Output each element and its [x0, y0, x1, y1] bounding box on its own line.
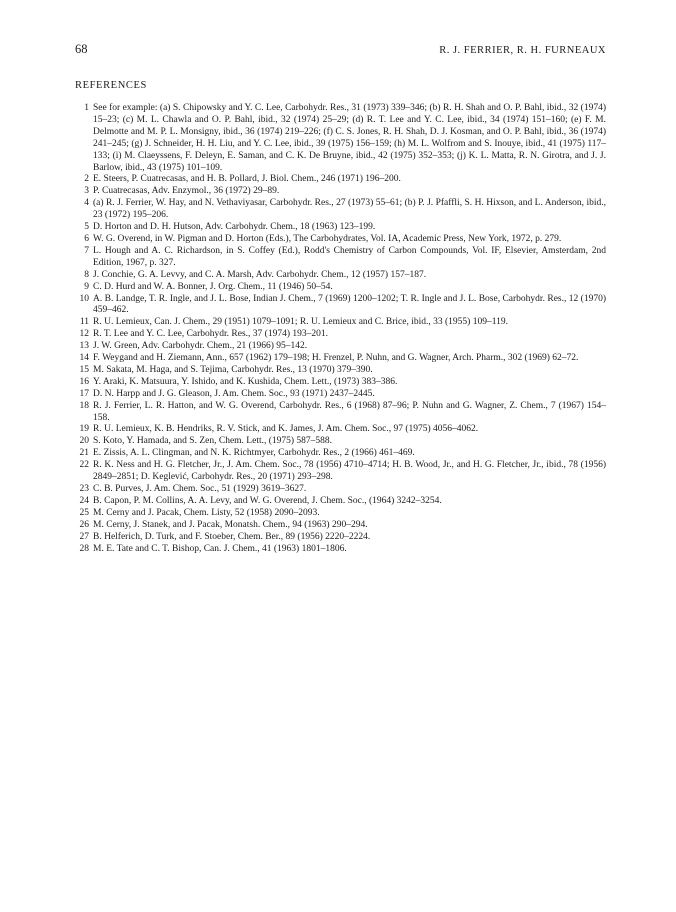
page-number: 68 — [75, 42, 88, 56]
reference-item — [75, 282, 606, 294]
reference-text: E. Steers, P. Cuatrecasas, and H. B. Pollard, J. Biol. Chem., 246 (1971) 196–200. — [93, 174, 401, 185]
reference-item — [75, 103, 606, 174]
reference-list — [75, 103, 606, 555]
reference-number: 12 — [79, 329, 89, 340]
reference-number: 13 — [79, 341, 89, 352]
reference-text: A. B. Landge, T. R. Ingle, and J. L. Bose, Indian J. Chem., 7 (1969) 1200–1202; T. R. Ingle and J. L. Bose, Carbohydr. Res., 12 (1970) 459–462. — [93, 293, 606, 316]
reference-item — [75, 317, 606, 329]
reference-number: 3 — [84, 186, 89, 197]
reference-item — [75, 294, 606, 318]
reference-item — [75, 544, 606, 556]
reference-item — [75, 532, 606, 544]
reference-number: 6 — [84, 233, 89, 244]
reference-text: D. Horton and D. H. Hutson, Adv. Carbohydr. Chem., 18 (1963) 123–199. — [93, 222, 376, 233]
running-head: R. J. FERRIER, R. H. FURNEAUX — [439, 45, 606, 56]
reference-number: 23 — [79, 484, 89, 494]
reference-number: 11 — [79, 317, 89, 328]
reference-number: 21 — [79, 448, 89, 459]
reference-number: 2 — [84, 174, 89, 185]
reference-text: B. Capon, P. M. Collins, A. A. Levy, and W. G. Overend, J. Chem. Soc., (1964) 3242–3254. — [93, 495, 442, 506]
reference-number: 25 — [79, 507, 89, 518]
page-header — [75, 42, 606, 57]
reference-text: Y. Araki, K. Matsuura, Y. Ishido, and K. Kushida, Chem. Lett., (1973) 383–386. — [93, 376, 398, 387]
reference-number: 19 — [79, 424, 89, 435]
reference-item — [75, 222, 606, 234]
reference-number: 5 — [84, 222, 89, 233]
reference-text: M. Sakata, M. Haga, and S. Tejima, Carbohydr. Res., 13 (1970) 379–390. — [93, 364, 373, 375]
reference-number: 8 — [84, 269, 89, 280]
reference-item — [75, 329, 606, 341]
reference-item — [75, 353, 606, 365]
reference-number: 15 — [79, 364, 89, 375]
reference-item — [75, 174, 606, 186]
reference-number: 1 — [84, 103, 89, 113]
reference-number: 14 — [79, 353, 89, 364]
reference-text: J. W. Green, Adv. Carbohydr. Chem., 21 (1966) 95–142. — [93, 341, 308, 352]
reference-text: E. Zissis, A. L. Clingman, and N. K. Richtmyer, Carbohydr. Res., 2 (1966) 461–469. — [93, 448, 415, 459]
reference-number: 17 — [79, 388, 89, 399]
reference-number: 10 — [79, 293, 89, 304]
reference-item — [75, 389, 606, 401]
reference-item — [75, 424, 606, 436]
reference-number: 28 — [79, 543, 89, 554]
reference-text: D. N. Harpp and J. G. Gleason, J. Am. Chem. Soc., 93 (1971) 2437–2445. — [93, 388, 375, 399]
reference-text: W. G. Overend, in W. Pigman and D. Horton (Eds.), The Carbohydrates, Vol. IA, Academic Press, New York, 1972, p. 279. — [93, 233, 562, 244]
section-title: REFERENCES — [75, 80, 147, 91]
reference-item — [75, 270, 606, 282]
reference-text: R. T. Lee and Y. C. Lee, Carbohydr. Res., 37 (1974) 193–201. — [93, 329, 329, 340]
reference-number: 20 — [79, 436, 89, 447]
reference-text: M. Cerny and J. Pacak, Chem. Listy, 52 (1958) 2090–2093. — [93, 507, 320, 518]
reference-text: R. U. Lemieux, K. B. Hendriks, R. V. Stick, and K. James, J. Am. Chem. Soc., 97 (1975) 4056–4062. — [93, 424, 479, 435]
reference-number: 24 — [79, 495, 89, 506]
reference-number: 18 — [79, 400, 89, 411]
reference-text: M. Cerny, J. Stanek, and J. Pacak, Monatsh. Chem., 94 (1963) 290–294. — [93, 519, 368, 530]
reference-text: C. B. Purves, J. Am. Chem. Soc., 51 (1929) 3619–3627. — [93, 484, 307, 494]
reference-number: 7 — [84, 245, 89, 256]
reference-item — [75, 198, 606, 222]
reference-text: (a) R. J. Ferrier, W. Hay, and N. Vethaviyasar, Carbohydr. Res., 27 (1973) 55–61; (b) P. J. Pfaffli, S. H. Hixson, and L. Anderson, ibid., 23 (1972) 195–206. — [93, 198, 606, 221]
reference-item — [75, 186, 606, 198]
reference-number: 26 — [79, 519, 89, 530]
reference-number: 16 — [79, 376, 89, 387]
reference-text: P. Cuatrecasas, Adv. Enzymol., 36 (1972) 29–89. — [93, 186, 280, 197]
reference-item — [75, 377, 606, 389]
reference-text: R. K. Ness and H. G. Fletcher, Jr., J. Am. Chem. Soc., 78 (1956) 4710–4714; H. B. Wood, Jr., and H. G. Fletcher, Jr., ibid., 78 (1956) 2849–2851; D. Keglević, Carbohydr. Res., 20 (1971) 293–298. — [93, 460, 606, 483]
reference-text: F. Weygand and H. Ziemann, Ann., 657 (1962) 179–198; H. Frenzel, P. Nuhn, and G. Wagner, Arch. Pharm., 302 (1969) 62–72. — [93, 353, 579, 364]
reference-text: B. Helferich, D. Turk, and F. Stoeber, Chem. Ber., 89 (1956) 2220–2224. — [93, 531, 371, 542]
reference-item — [75, 460, 606, 484]
reference-text: R. U. Lemieux, Can. J. Chem., 29 (1951) 1079–1091; R. U. Lemieux and C. Brice, ibid., 33 (1955) 109–119. — [93, 317, 508, 328]
reference-number: 27 — [79, 531, 89, 542]
reference-item — [75, 448, 606, 460]
reference-text: C. D. Hurd and W. A. Bonner, J. Org. Chem., 11 (1946) 50–54. — [93, 281, 333, 292]
reference-number: 4 — [84, 198, 89, 209]
reference-item — [75, 484, 606, 496]
reference-item — [75, 436, 606, 448]
reference-item — [75, 365, 606, 377]
reference-number: 9 — [84, 281, 89, 292]
reference-number: 22 — [79, 460, 89, 471]
reference-item — [75, 508, 606, 520]
reference-item — [75, 234, 606, 246]
reference-text: See for example: (a) S. Chipowsky and Y. C. Lee, Carbohydr. Res., 31 (1973) 339–346; (b) R. H. Shah and O. P. Bahl, ibid., 32 (1974) 15–23; (c) M. L. Chawla and O. P. Bahl, ibid., 32 (1974) 25–29; (d) R. T. Lee and Y. C. Lee, ibid., 34 (1974) 151–160; (e) F. M. Delmotte and M. P. L. Monsigny, ibid., 36 (1974) 219–226; (f) C. S. Jones, R. H. Shah, D. J. Kosman, and O. P. Bahl, ibid., 36 (1974) 241–245; (g) J. Schneider, H. H. Liu, and Y. C. Lee, ibid., 39 (1975) 156–159; (h) M. L. Wolfrom and S. Inouye, ibid., 41 (1975) 117–133; (i) M. Claeyssens, F. Deleyn, E. Saman, and C. K. De Bruyne, ibid., 42 (1975) 352–353; (j) K. L. Matta, R. N. Girotra, and J. J. Barlow, ibid., 43 (1975) 101–109. — [93, 103, 606, 173]
reference-text: M. E. Tate and C. T. Bishop, Can. J. Chem., 41 (1963) 1801–1806. — [93, 543, 347, 554]
reference-item — [75, 246, 606, 270]
reference-text: J. Conchie, G. A. Levvy, and C. A. Marsh, Adv. Carbohydr. Chem., 12 (1957) 157–187. — [93, 269, 427, 280]
reference-text: S. Koto, Y. Hamada, and S. Zen, Chem. Lett., (1975) 587–588. — [93, 436, 333, 447]
reference-item — [75, 496, 606, 508]
reference-text: R. J. Ferrier, L. R. Hatton, and W. G. Overend, Carbohydr. Res., 6 (1968) 87–96; P. Nuhn and G. Wagner, Z. Chem., 7 (1967) 154–158. — [93, 400, 606, 423]
reference-text: L. Hough and A. C. Richardson, in S. Coffey (Ed.), Rodd's Chemistry of Carbon Compounds, Vol. IF, Elsevier, Amsterdam, 2nd Edition, 1967, p. 327. — [93, 245, 606, 268]
reference-item — [75, 341, 606, 353]
reference-item — [75, 520, 606, 532]
reference-item — [75, 401, 606, 425]
